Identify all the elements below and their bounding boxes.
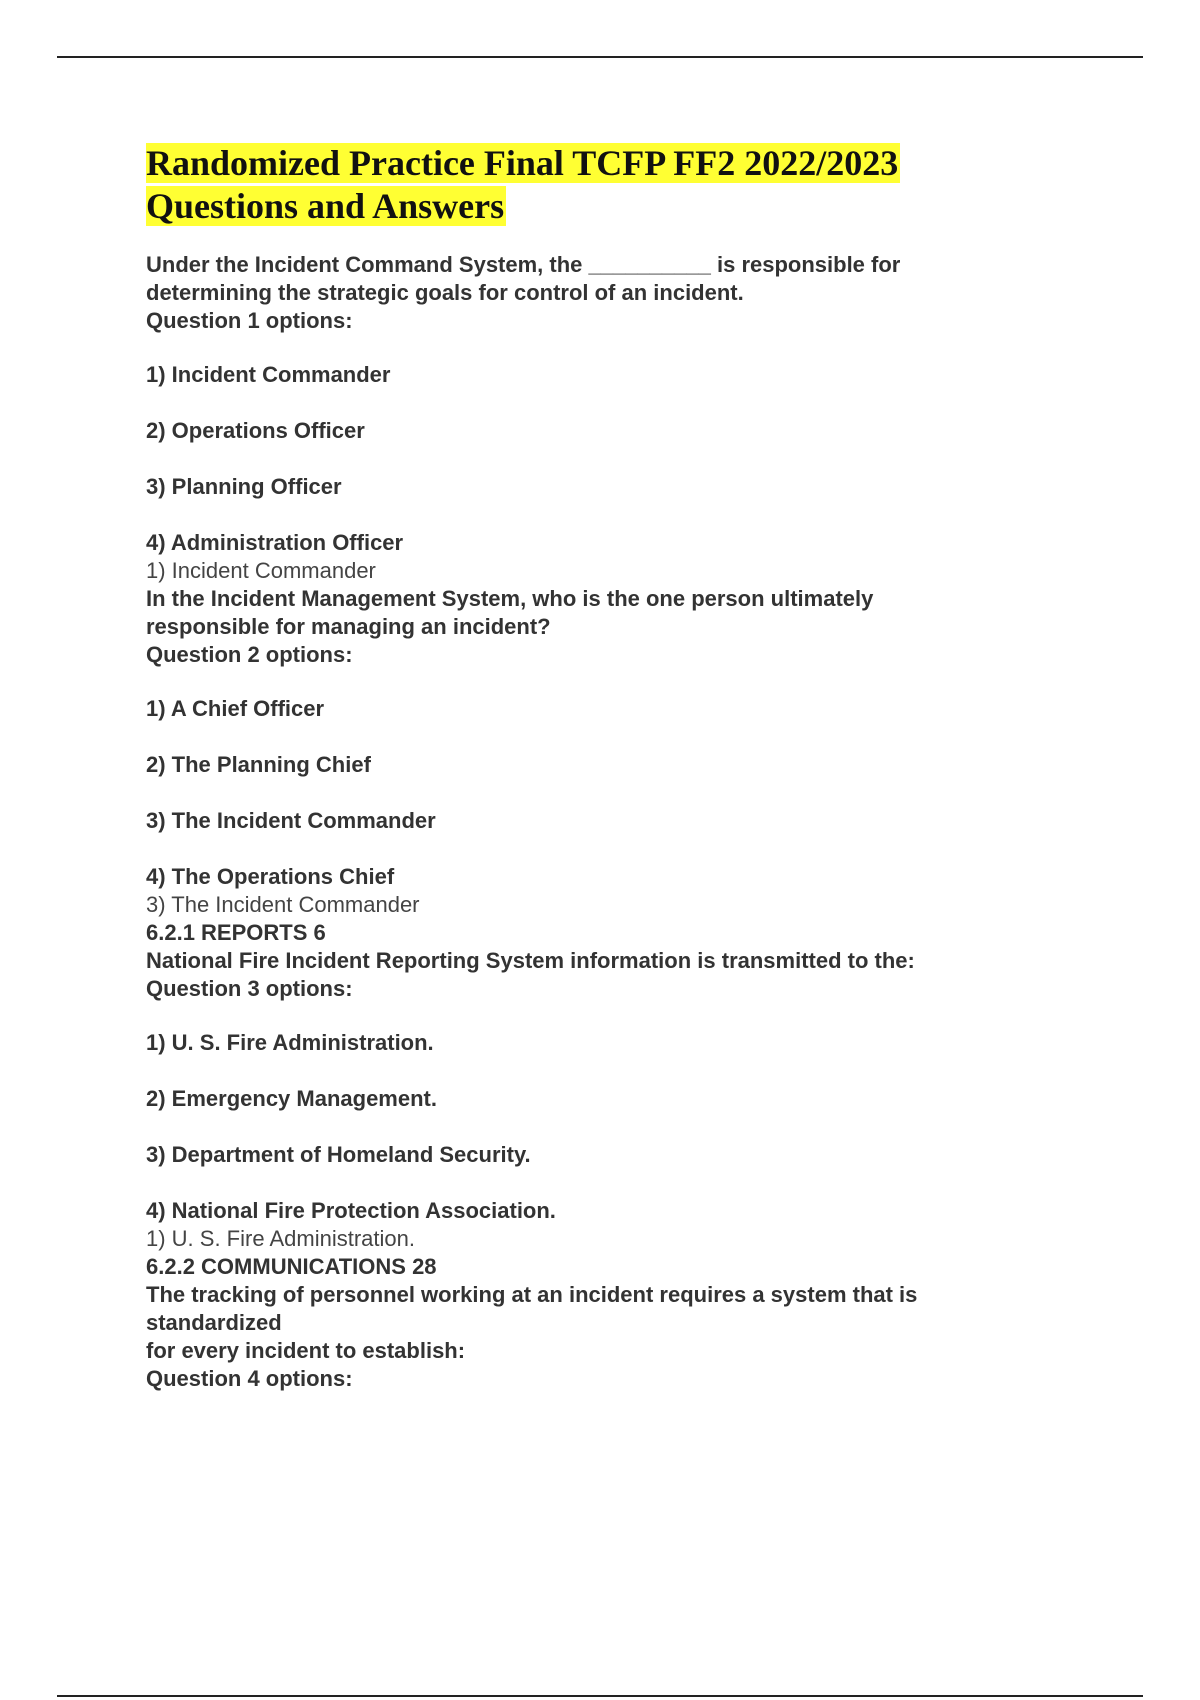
option-item: 4) Administration Officer <box>146 530 404 555</box>
section-heading: 6.2.2 COMMUNICATIONS 28 <box>146 1254 437 1279</box>
title-line-1: Randomized Practice Final TCFP FF2 2022/2023 <box>146 143 899 183</box>
option-item: 2) The Planning Chief <box>146 752 371 777</box>
option-item: 1) U. S. Fire Administration. <box>146 1030 434 1055</box>
option-item: 1) A Chief Officer <box>146 696 325 721</box>
title-line-2: Questions and Answers <box>146 186 505 226</box>
bottom-rule <box>57 1695 1143 1697</box>
question-text: The tracking of personnel working at an incident requires a system that is standardized for every incident to establish: <box>146 1282 918 1363</box>
option-item: 2) Operations Officer <box>146 418 365 443</box>
option-item: 4) National Fire Protection Association. <box>146 1198 556 1223</box>
answer-text: 1) Incident Commander <box>146 558 376 583</box>
document-body <box>146 142 1046 1393</box>
question-2 <box>146 585 1046 919</box>
options-label: Question 1 options: <box>146 308 353 333</box>
option-item: 4) The Operations Chief <box>146 864 395 889</box>
option-item: 3) Department of Homeland Security. <box>146 1142 531 1167</box>
answer-text: 3) The Incident Commander <box>146 892 420 917</box>
question-1 <box>146 251 1046 585</box>
question-text: National Fire Incident Reporting System information is transmitted to the: <box>146 948 915 973</box>
option-item: 1) Incident Commander <box>146 362 391 387</box>
option-item: 3) Planning Officer <box>146 474 342 499</box>
options-label: Question 3 options: <box>146 976 353 1001</box>
question-text: In the Incident Management System, who is the one person ultimately responsible for managing an incident? <box>146 586 874 639</box>
document-title <box>146 142 1046 228</box>
options-label: Question 2 options: <box>146 642 353 667</box>
section-heading: 6.2.1 REPORTS 6 <box>146 920 326 945</box>
option-item: 2) Emergency Management. <box>146 1086 437 1111</box>
question-3 <box>146 919 1046 1253</box>
question-4 <box>146 1253 1046 1393</box>
options-label: Question 4 options: <box>146 1366 353 1391</box>
question-text: Under the Incident Command System, the __________ is responsible for determining the strategic goals for control of an incident. <box>146 252 901 305</box>
option-item: 3) The Incident Commander <box>146 808 436 833</box>
top-rule <box>57 56 1143 58</box>
answer-text: 1) U. S. Fire Administration. <box>146 1226 415 1251</box>
